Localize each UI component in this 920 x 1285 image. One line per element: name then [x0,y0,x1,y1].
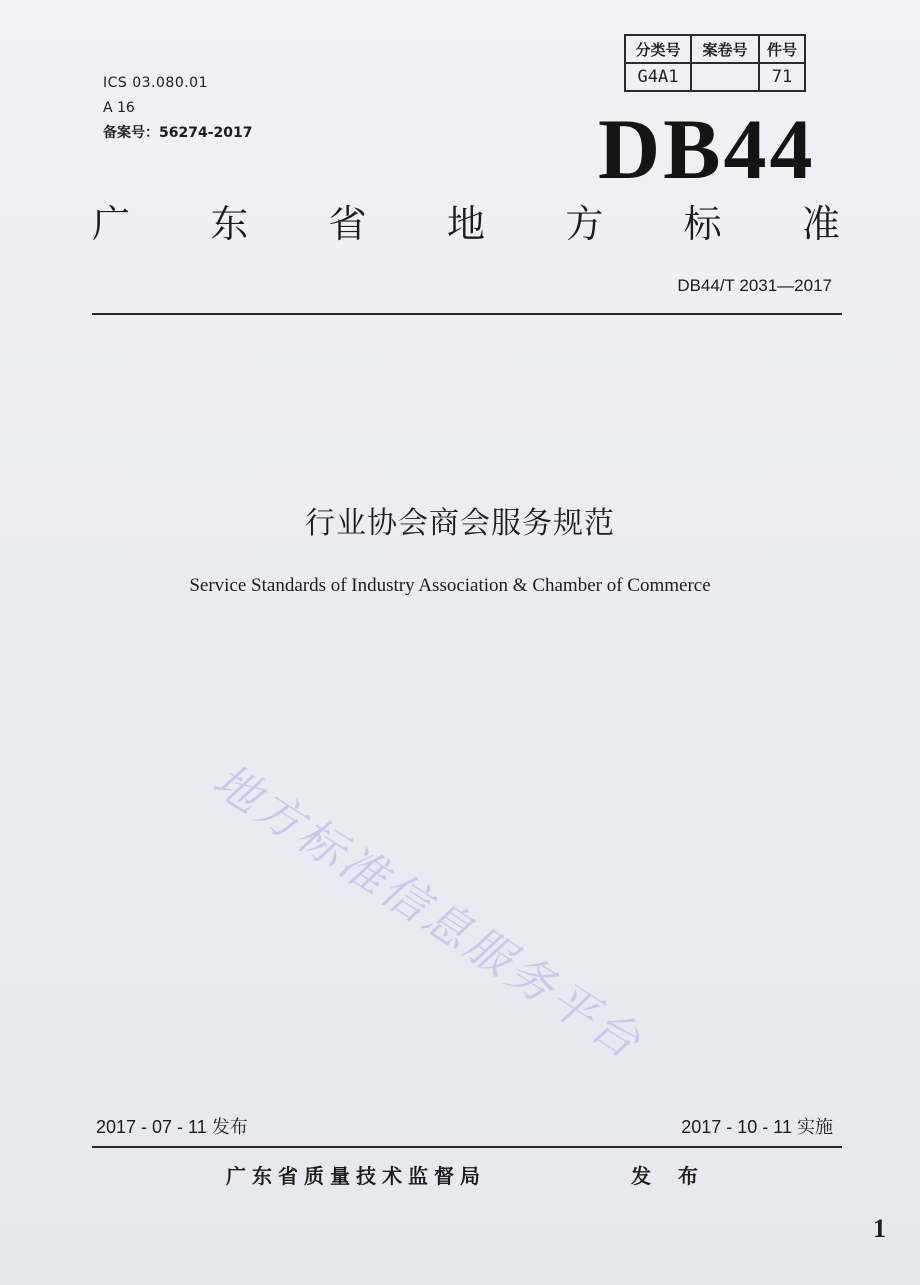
standard-type-char: 广 [92,202,131,246]
record-label: 备案号： [103,125,159,141]
record-number [103,122,252,142]
standard-type-char: 标 [683,202,722,246]
document-title-en: Service Standards of Industry Association & Chamber of Commerce [189,575,711,596]
archive-header-file: 案卷号 [691,35,759,63]
standard-code: DB44/T 2031—2017 [677,276,832,295]
watermark-text: 地方标准信息服务平台 [203,752,653,1071]
ics-code: ICS 03.080.01 [103,75,208,91]
archive-value-class: G4A1 [625,63,691,91]
standard-type-char: 地 [446,202,485,246]
header-divider [92,313,842,315]
footer-divider [92,1146,842,1148]
archive-value-file [691,63,759,91]
classification-code: A 16 [103,100,135,116]
standard-type-title [92,198,840,250]
publish-date: 2017 - 07 - 11 发布 [96,1117,248,1137]
archive-value-item: 71 [759,63,805,91]
standard-type-char: 省 [328,202,367,246]
standard-type-char: 准 [801,202,840,246]
issuing-authority: 广东省质量技术监督局 [226,1164,486,1188]
archive-stamp-table [624,34,806,92]
archive-header-item: 件号 [759,35,805,63]
page-number: 1 [873,1214,886,1243]
implement-date: 2017 - 10 - 11 实施 [681,1117,833,1137]
record-value: 56274-2017 [159,125,253,141]
issue-label: 发 布 [631,1164,708,1188]
document-title-cn: 行业协会商会服务规范 [305,506,615,541]
standard-type-char: 东 [210,202,249,246]
archive-header-class: 分类号 [625,35,691,63]
db44-logo: DB44 [598,101,816,197]
standard-type-char: 方 [565,202,604,246]
